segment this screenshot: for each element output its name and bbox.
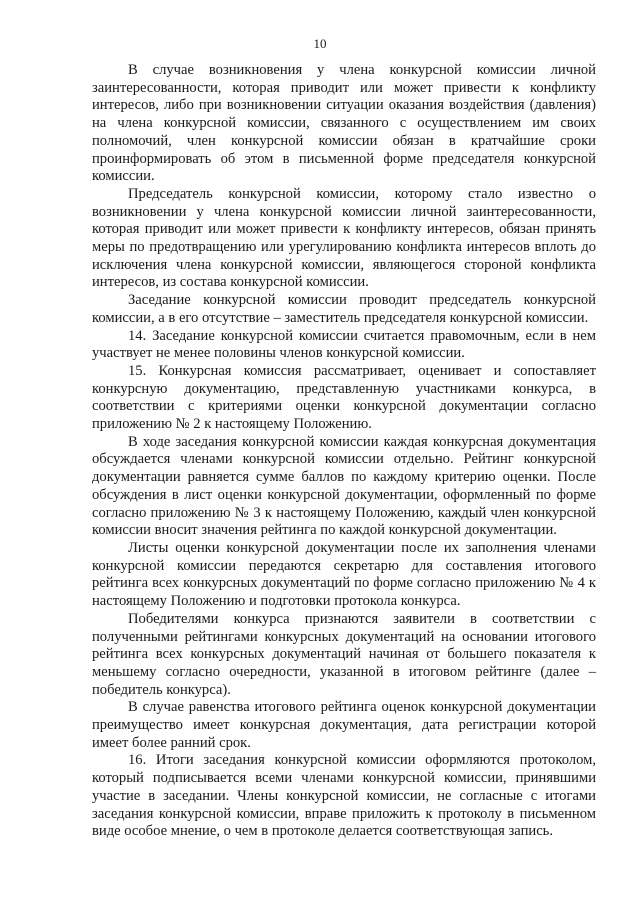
paragraph-conflict-notification: В случае возникновения у члена конкурсной комиссии личной заинтересованности, которая приводит или может привести к конфликту интересов, либо при возникновении ситуации оказания воздействия (давления) на члена конкурсной комиссии, связанного с осуществлением им своих полномочий, член конкурсной комиссии обязан в кратчайшие сроки проинформировать об этом в письменной форме председателя конкурсной комиссии. xyxy=(92,62,596,185)
paragraph-meeting-chair: Заседание конкурсной комиссии проводит председатель конкурсной комиссии, а в его отсутствие – заместитель председателя конкурсной комиссии. xyxy=(92,292,596,326)
paragraph-item-16-protocol: 16. Итоги заседания конкурсной комиссии оформляются протоколом, который подписывается всеми членами конкурсной комиссии, принявшими участие в заседании. Члены конкурсной комиссии, не согласные с итогами заседания конкурсной комиссии, вправе приложить к протоколу в письменном виде особое мнение, о чем в протоколе делается соответствующая запись. xyxy=(92,752,596,840)
document-body xyxy=(92,62,596,841)
paragraph-winners: Победителями конкурса признаются заявители в соответствии с полученными рейтингами конкурсных документаций на основании итогового рейтинга всех конкурсных документаций начиная от большего показателя к меньшему согласно очередности, указанной в итоговом рейтинге (далее – победитель конкурса). xyxy=(92,610,596,698)
paragraph-chairman-measures: Председатель конкурсной комиссии, которому стало известно о возникновении у члена конкурсной комиссии личной заинтересованности, которая приводит или может привести к конфликту интересов, обязан принять меры по предотвращению или урегулированию конфликта интересов вплоть до исключения члена конкурсной комиссии, являющегося стороной конфликта интересов, из состава конкурсной комиссии. xyxy=(92,185,596,291)
paragraph-item-14-quorum: 14. Заседание конкурсной комиссии считается правомочным, если в нем участвует не менее половины членов конкурсной комиссии. xyxy=(92,327,596,362)
paragraph-rating-discussion: В ходе заседания конкурсной комиссии каждая конкурсная документация обсуждается членами конкурсной комиссии отдельно. Рейтинг конкурсной документации равняется сумме баллов по каждому критерию оценки. После обсуждения в лист оценки конкурсной документации, оформленный по форме согласно приложению № 3 к настоящему Положению, каждый член конкурсной комиссии вносит значения рейтинга по каждой конкурсной документации. xyxy=(92,433,596,539)
paragraph-equal-rating: В случае равенства итогового рейтинга оценок конкурсной документации преимущество имеет конкурсная документация, дата регистрации которой имеет более ранний срок. xyxy=(92,699,596,751)
paragraph-item-15-evaluation: 15. Конкурсная комиссия рассматривает, оценивает и сопоставляет конкурсную документацию, представленную участниками конкурса, в соответствии с критериями оценки конкурсной документации согласно приложению № 2 к настоящему Положению. xyxy=(92,362,596,433)
page-number: 10 xyxy=(313,36,327,51)
paragraph-evaluation-sheets: Листы оценки конкурсной документации после их заполнения членами конкурсной комиссии передаются секретарю для составления итогового рейтинга всех конкурсных документаций по форме согласно приложению № 4 к настоящему Положению и подготовки протокола конкурса. xyxy=(92,539,596,610)
